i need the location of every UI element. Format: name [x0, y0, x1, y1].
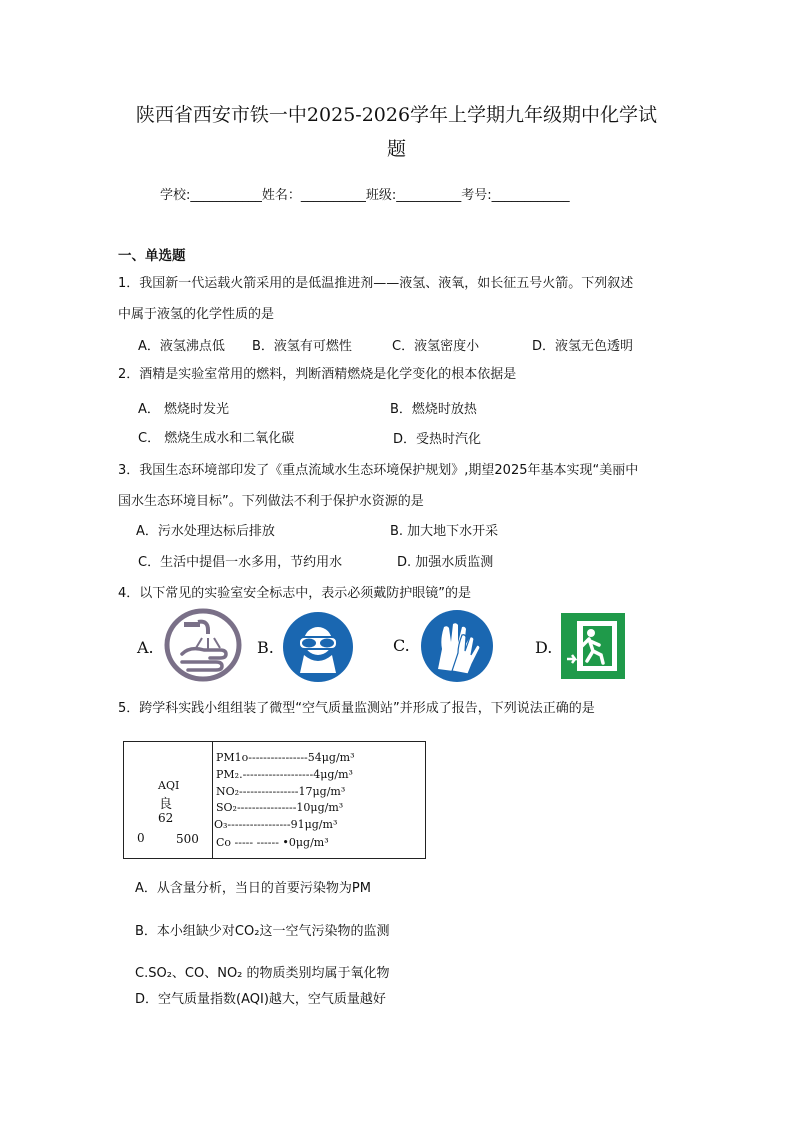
q3-option-a: A．污水处理达标后排放: [136, 524, 275, 539]
q4-stem: 4．以下常见的实验室安全标志中，表示必须戴防护眼镜”的是: [118, 586, 472, 601]
emergency-exit-icon: [561, 613, 625, 683]
aqi-min: 0: [137, 831, 145, 845]
q4-letter-a: A.: [137, 638, 154, 657]
pollutant-pm10: PM1o----------------54μg/m³: [216, 751, 355, 764]
q4-letter-c: C.: [393, 636, 410, 655]
q3-stem-line1: 3．我国生态环境部印发了《重点流域水生态环境保护规划》,期望2025年基本实现“美丽中: [118, 463, 639, 478]
q1-stem-line1: 1．我国新一代运载火箭采用的是低温推进剂——液氢、液氧，如长征五号火箭。下列叙述: [118, 276, 634, 291]
aqi-max: 500: [176, 832, 199, 846]
q2-stem: 2．酒精是实验室常用的燃料，判断酒精燃烧是化学变化的根本依据是: [118, 367, 517, 382]
q5-stem: 5．跨学科实践小组组装了微型“空气质量监测站”并形成了报告，下列说法正确的是: [118, 701, 595, 716]
aqi-value: 62: [158, 811, 174, 825]
q1-option-c: C．液氢密度小: [392, 339, 480, 354]
q3-option-c: C．生活中提倡一水多用，节约用水: [138, 555, 343, 570]
q2-option-c: C． 燃烧生成水和二氧化碳: [138, 431, 295, 446]
aqi-label: AQI: [158, 779, 180, 792]
section-heading: 一、单选题: [118, 248, 186, 264]
q2-option-a: A． 燃烧时发光: [138, 402, 230, 417]
q4-letter-d: D.: [535, 638, 553, 657]
q3-option-d: D. 加强水质监测: [397, 555, 494, 570]
q1-option-a: A．液氢沸点低: [138, 339, 225, 354]
protective-gloves-icon: [420, 609, 494, 687]
pollutant-co: Co ----- ------ •0μg/m³: [216, 836, 329, 849]
q3-stem-line2: 国水生态环境目标”。下列做法不利于保护水资源的是: [118, 494, 424, 509]
q1-stem-line2: 中属于液氢的化学性质的是: [118, 307, 275, 322]
exam-title-line2: 题: [386, 138, 406, 160]
pollutant-o3: O₃-----------------91μg/m³: [214, 818, 338, 831]
q2-option-b: B．燃烧时放热: [390, 402, 477, 417]
q5-option-c: C.SO₂、CO、NO₂ 的物质类别均属于氧化物: [135, 966, 390, 981]
q2-option-d: D．受热时汽化: [393, 432, 482, 447]
pollutant-no2: NO₂----------------17μg/m³: [216, 785, 346, 798]
q1-option-d: D．液氢无色透明: [532, 339, 634, 354]
q4-letter-b: B.: [257, 638, 274, 657]
q1-option-b: B．液氢有可燃性: [252, 339, 352, 354]
exam-title-line1: 陕西省西安市铁一中2025-2026学年上学期九年级期中化学试: [135, 104, 658, 126]
pollutant-pm25: PM₂.-------------------4μg/m³: [216, 768, 353, 781]
pollutant-so2: SO₂----------------10μg/m³: [216, 801, 344, 814]
q5-option-b: B．本小组缺少对CO₂这一空气污染物的监测: [135, 924, 390, 939]
q3-option-b: B. 加大地下水开采: [390, 524, 499, 539]
q5-option-a: A．从含量分析，当日的首要污染物为PM: [135, 881, 371, 896]
hand-washing-icon: [164, 608, 242, 686]
student-info-line: 学校:___________姓名：__________班级:__________考号:____________: [160, 188, 570, 203]
q5-option-d: D．空气质量指数(AQI)越大，空气质量越好: [135, 992, 386, 1007]
safety-goggles-icon: [282, 611, 354, 687]
aqi-report-box: [123, 741, 426, 859]
aqi-divider: [212, 742, 213, 858]
aqi-level: 良: [159, 797, 173, 812]
